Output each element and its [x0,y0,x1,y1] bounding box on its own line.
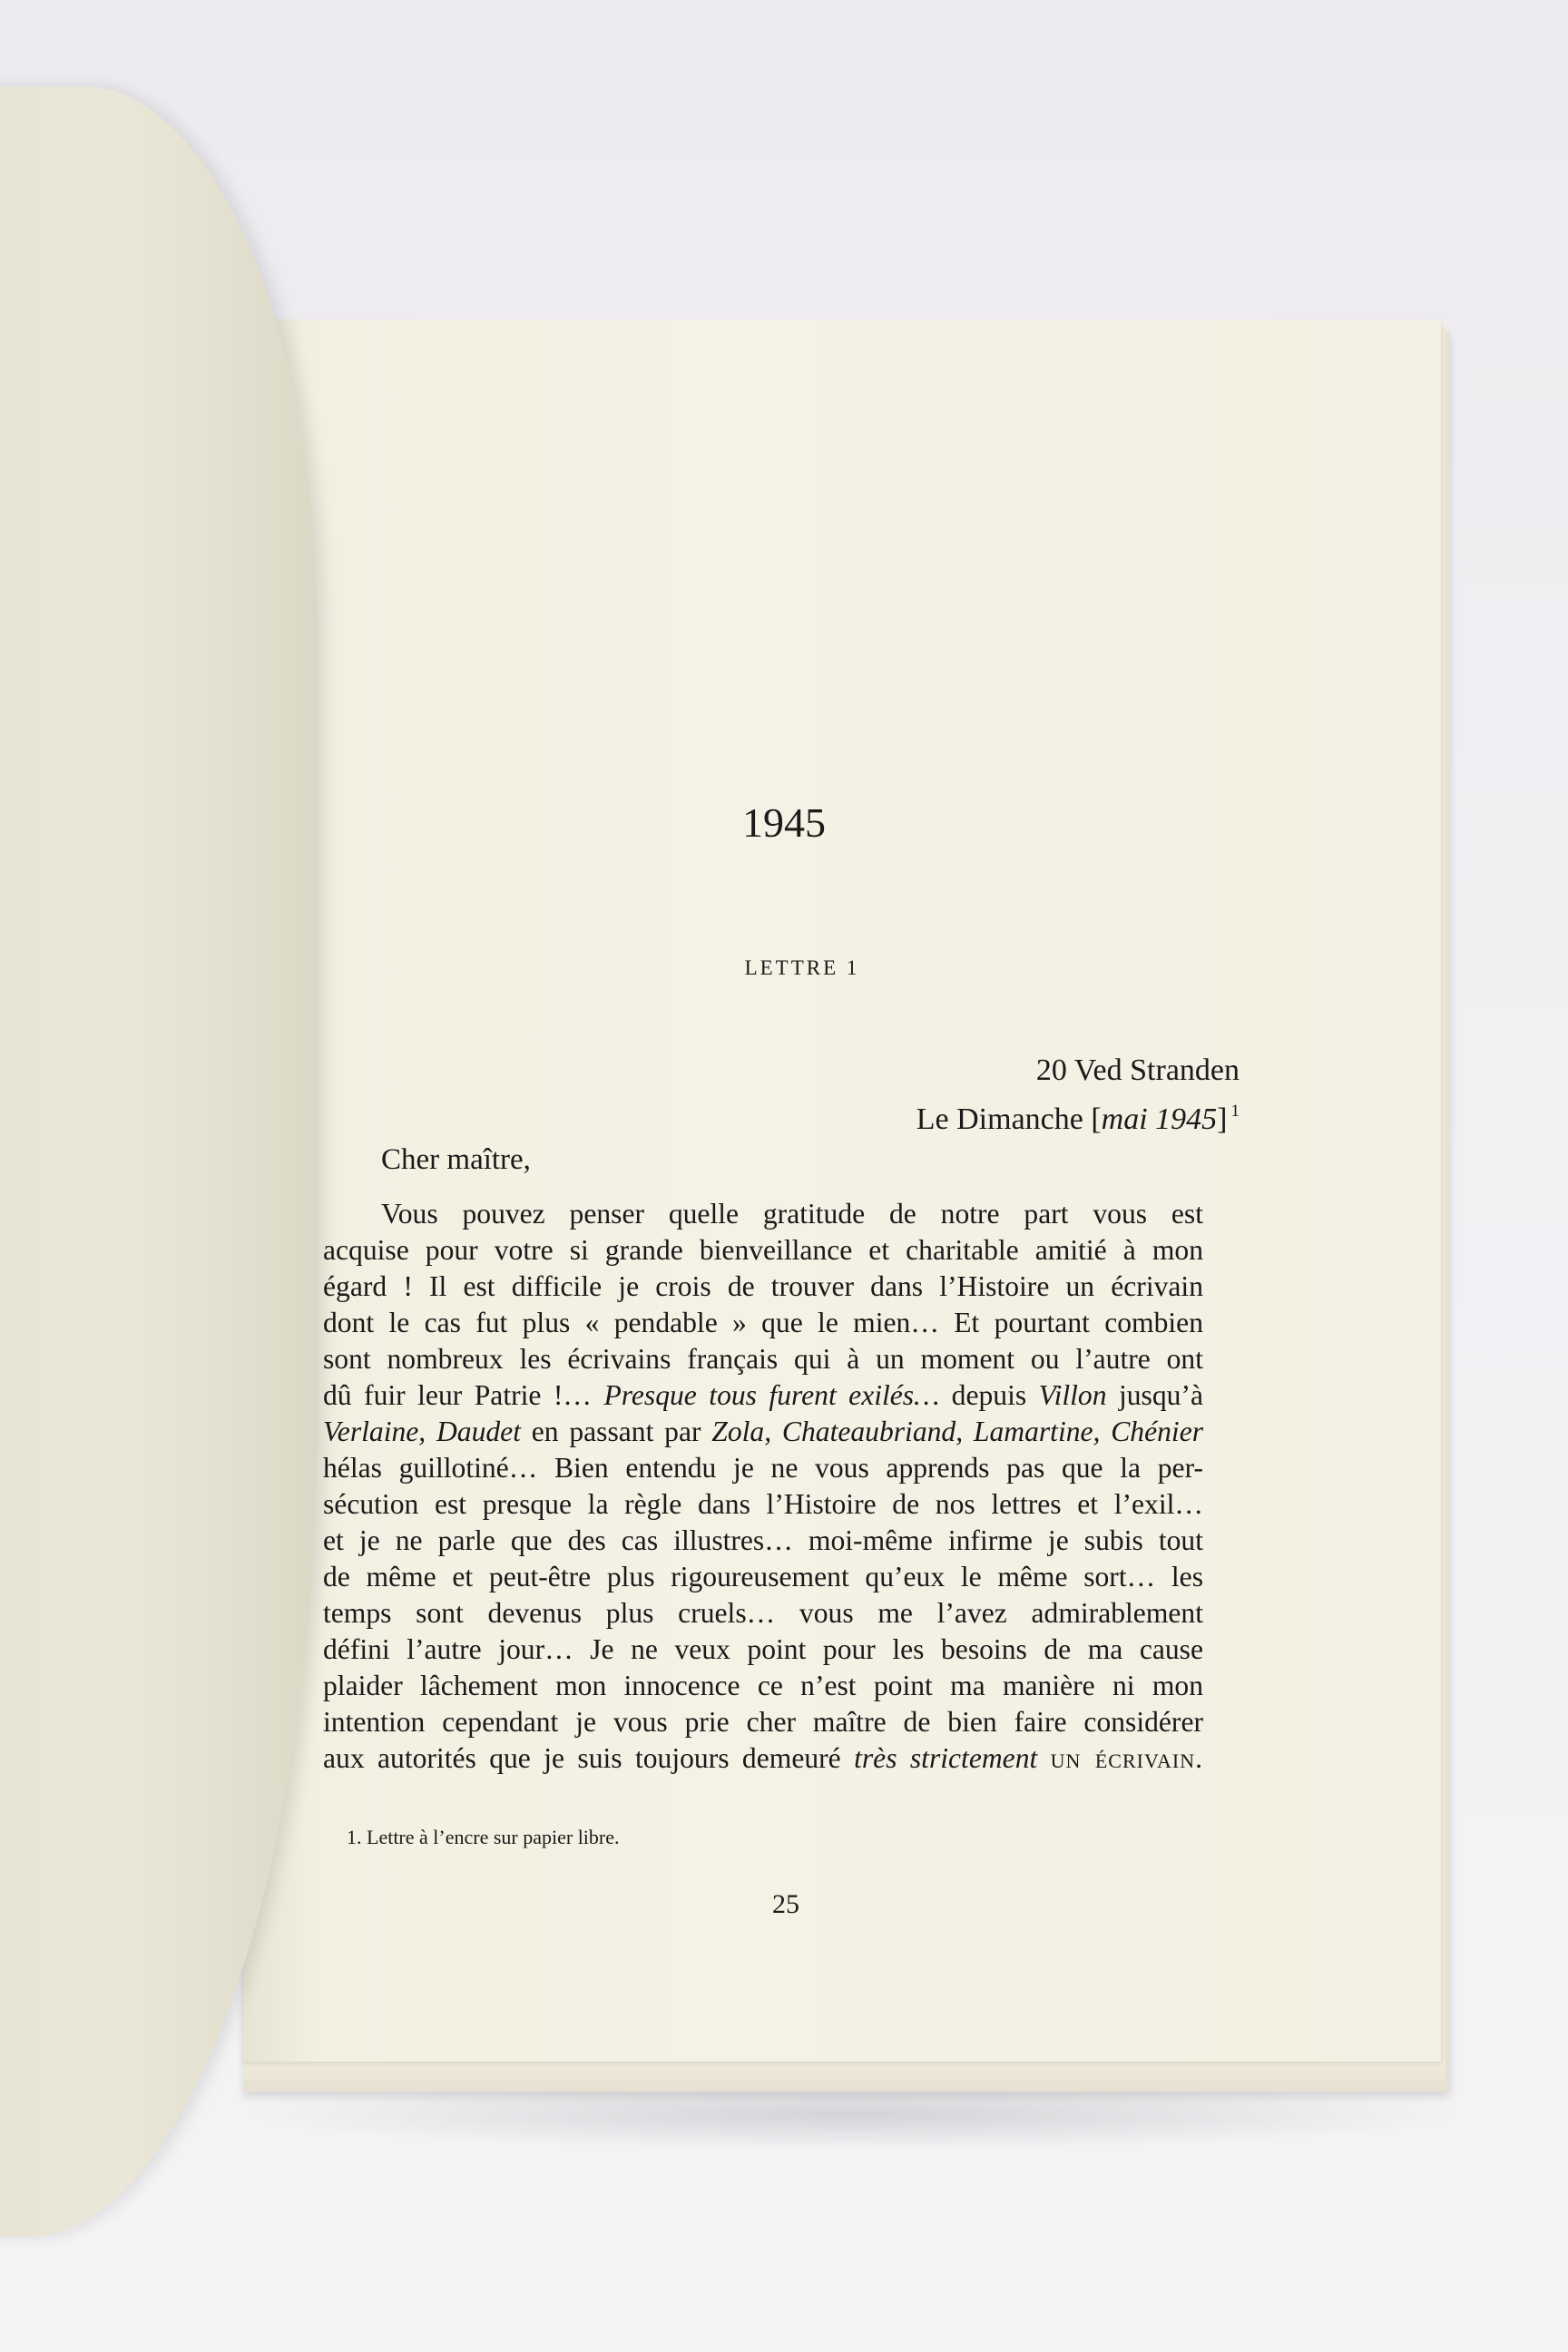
letter-body [323,1196,1203,1777]
body-text-segment: dont le cas fut plus « pendable » que le mien… Et pourtant combien [323,1307,1203,1338]
body-italic-text: Villon [1038,1379,1107,1411]
body-line [323,1450,1203,1486]
body-text-segment: jusqu’à [1106,1379,1203,1411]
footnote: 1. Lettre à l’encre sur papier libre. [347,1826,620,1848]
letter-heading: LETTRE 1 [744,956,860,979]
body-text-segment: et je ne parle que des cas illustres… moi-même infirme je subis tout [323,1524,1203,1556]
body-text-segment: plaider lâchement mon innocence ce n’est point ma manière ni mon [323,1670,1203,1701]
body-line [323,1523,1203,1559]
body-italic-text: Zola, Chateaubriand, Lamartine, Chénier [711,1416,1204,1447]
body-smallcaps-text: un écrivain. [1050,1742,1204,1774]
body-line [323,1704,1203,1740]
body-italic-text: Presque tous furent exilés… [603,1379,940,1411]
body-text-segment: de même et peut-être plus rigoureusement qu’eux le même sort… les [323,1561,1203,1592]
address-date-italic: mai 1945 [1101,1102,1218,1136]
body-line [323,1305,1203,1341]
body-line [323,1595,1203,1632]
body-text-segment: temps sont devenus plus cruels… vous me l’avez admirablement [323,1597,1203,1629]
letter-salutation: Cher maître, [381,1143,531,1176]
body-line [323,1632,1203,1668]
body-line [323,1269,1203,1305]
body-line [323,1486,1203,1523]
body-line [323,1414,1203,1450]
book-page-right [243,319,1441,2062]
address-date-prefix: Le Dimanche [ [916,1102,1102,1136]
body-text-segment: dû fuir leur Patrie !… [323,1379,604,1411]
body-text-segment: hélas guillotiné… Bien entendu je ne vous apprends pas que la per- [323,1452,1203,1484]
body-italic-text: Verlaine, Daudet [323,1416,521,1447]
body-text-segment: Vous pouvez penser quelle gratitude de notre part vous est [381,1198,1203,1230]
chapter-year: 1945 [742,799,826,846]
body-text-segment: aux autorités que je suis toujours demeuré [323,1742,855,1774]
body-line [323,1377,1203,1414]
body-text-segment: sont nombreux les écrivains français qui à un moment ou l’autre ont [323,1343,1203,1375]
body-line [323,1668,1203,1704]
letter-address [916,1050,1240,1140]
body-line [323,1559,1203,1595]
address-date-suffix: ] [1217,1102,1228,1136]
body-line [323,1196,1203,1232]
body-text-segment: intention cependant je vous prie cher maître de bien faire considérer [323,1706,1203,1738]
body-text-segment: en passant par [520,1416,712,1447]
body-text-segment: égard ! Il est difficile je crois de trouver dans l’Histoire un écrivain [323,1270,1203,1302]
address-street: 20 Ved Stranden [1035,1054,1240,1087]
body-line [323,1740,1203,1777]
page-number: 25 [772,1889,799,1919]
body-text-segment: défini l’autre jour… Je ne veux point pour les besoins de ma cause [323,1633,1203,1665]
body-text-segment [1037,1742,1050,1774]
address-date [916,1091,1240,1140]
body-line [323,1341,1203,1377]
body-text-segment: depuis [939,1379,1039,1411]
body-italic-text: très strictement [854,1742,1038,1774]
footnote-reference: 1 [1230,1102,1240,1121]
body-text-segment: sécution est presque la règle dans l’Histoire de nos lettres et l’exil… [323,1488,1203,1520]
body-line [323,1232,1203,1269]
body-text-segment: acquise pour votre si grande bienveillance et charitable amitié à mon [323,1234,1203,1266]
